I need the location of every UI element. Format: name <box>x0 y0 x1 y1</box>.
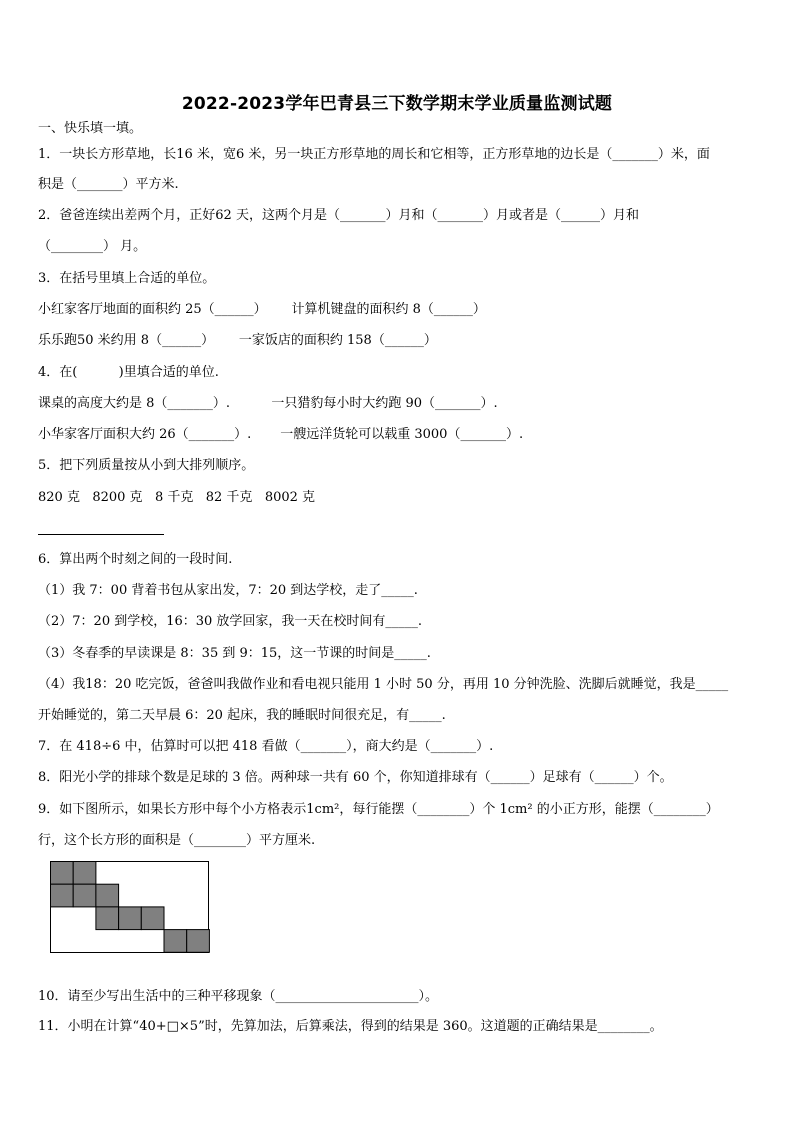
question-1-line-2: 积是（_______）平方米. <box>38 177 179 192</box>
question-7: 7．在 418÷6 中，估算时可以把 418 看做（_______），商大约是（_______）. <box>38 739 494 754</box>
question-2-line-2: （________） 月。 <box>38 239 147 254</box>
question-11: 11．小明在计算“40+□×5”时，先算加法，后算乘法，得到的结果是 360。这道题的正确结果是________。 <box>38 1019 663 1034</box>
question-2-line-1: 2．爸爸连续出差两个月，正好62 天，这两个月是（_______）月和（_______）月或者是（______）月和 <box>38 208 639 223</box>
question-5: 5．把下列质量按从小到大排列顺序。 <box>38 458 255 473</box>
shaded-square <box>51 862 74 885</box>
question-6-part-4-cont: 开始睡觉的，第二天早晨 6：20 起床，我的睡眠时间很充足，有_____. <box>38 708 446 723</box>
shaded-square <box>73 862 96 885</box>
page-title: 2022-2023学年巴青县三下数学期末学业质量监测试题 <box>181 94 613 114</box>
question-9-line-1: 9．如下图所示，如果长方形中每个小方格表示1cm²，每行能摆（________）个 1cm² 的小正方形，能摆（________） <box>38 802 719 817</box>
shaded-square <box>164 930 187 953</box>
shaded-square <box>51 884 74 907</box>
question-6-part-4: （4）我18：20 吃完饭，爸爸叫我做作业和看电视只能用 1 小时 50 分，再用 10 分钟洗脸、洗脚后就睡觉，我是_____ <box>38 677 729 692</box>
shaded-square <box>119 907 142 930</box>
section-heading: 一、快乐填一填。 <box>38 121 143 136</box>
question-9-line-2: 行，这个长方形的面积是（________）平方厘米. <box>38 833 316 848</box>
shaded-square <box>96 907 119 930</box>
question-5-items: 820 克 8200 克 8 千克 82 千克 8002 克 <box>38 490 316 505</box>
question-3-row-1: 小红家客厅地面的面积约 25（______） 计算机键盘的面积约 8（______） <box>38 302 486 317</box>
question-6-part-1: （1）我 7：00 背着书包从家出发，7：20 到达学校，走了_____. <box>38 583 418 598</box>
question-8: 8．阳光小学的排球个数是足球的 3 倍。两种球一共有 60 个，你知道排球有（______）足球有（______）个。 <box>38 770 673 785</box>
question-4-row-2: 小华家客厅面积大约 26（_______）. 一艘远洋货轮可以载重 3000（_______）. <box>38 427 524 442</box>
question-6-part-3: （3）冬春季的早读课是 8：35 到 9：15，这一节课的时间是_____. <box>38 646 431 661</box>
question-4-row-1: 课桌的高度大约是 8（_______）. 一只猎豹每小时大约跑 90（_______）. <box>38 396 498 411</box>
question-3-row-2: 乐乐跑50 米约用 8（______） 一家饭店的面积约 158（______） <box>38 333 437 348</box>
question-6-part-2: （2）7：20 到学校，16：30 放学回家，我一天在校时间有_____. <box>38 614 423 629</box>
question-10: 10．请至少写出生活中的三种平移现象（______________________）。 <box>38 989 439 1004</box>
shaded-square <box>187 930 210 953</box>
shaded-square <box>141 907 164 930</box>
question-6: 6．算出两个时刻之间的一段时间. <box>38 552 233 567</box>
shaded-square <box>96 884 119 907</box>
shaded-square <box>73 884 96 907</box>
question-1-line-1: 1．一块长方形草地，长16 米，宽6 米，另一块正方形草地的周长和它相等，正方形草地的边长是（_______）米，面 <box>38 147 710 162</box>
question-3: 3．在括号里填上合适的单位。 <box>38 271 216 286</box>
answer-line <box>38 534 164 535</box>
rectangle-grid-figure <box>50 861 210 954</box>
question-4: 4．在( )里填合适的单位. <box>38 365 219 380</box>
